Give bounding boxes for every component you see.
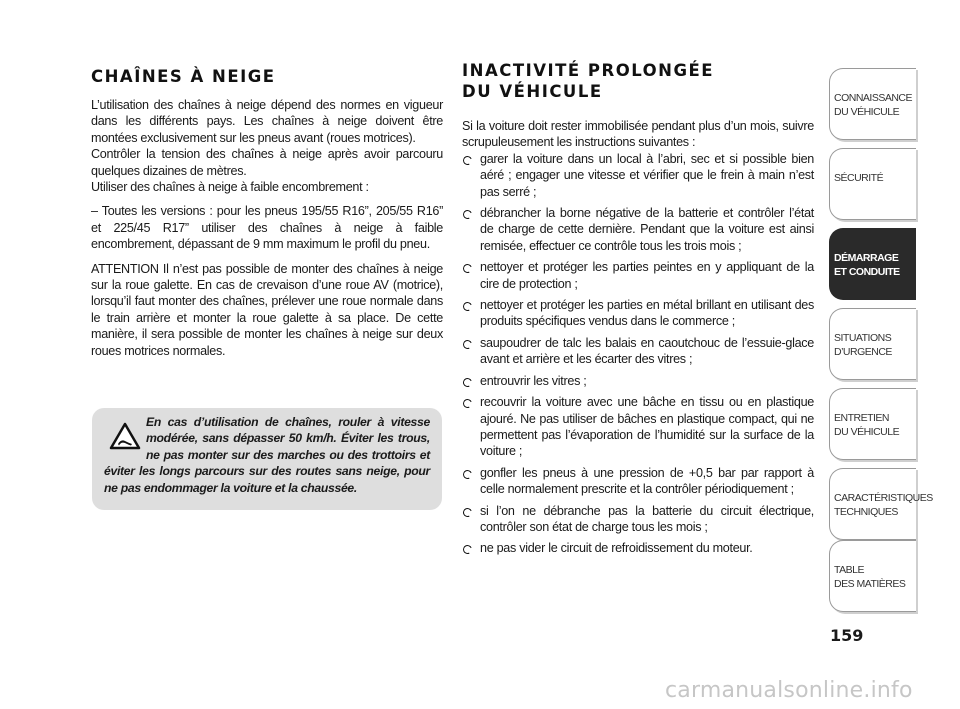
list-item — [462, 205, 814, 254]
paragraph-tyre-sizes: – Toutes les versions : pour les pneus 195/55 R16”, 205/55 R16” et 225/45 R17” utiliser des chaînes à neige à faible encombrement, dépassant de 9 mm maximum le profil du pneu. — [91, 204, 443, 252]
left-column — [91, 60, 443, 359]
tab-chapter-5[interactable] — [829, 388, 916, 460]
list-item — [462, 259, 814, 292]
paragraph-attention-spare-wheel: ATTENTION Il n’est pas possible de monter des chaînes à neige sur la roue galette. En cas de crevaison d’une roue AV (motrice), lorsqu’il faut monter des chaînes, prélever une roue normale dans le train arrière et monter la roue galette à sa place. De cette manière, il sera possible de monter les chaînes à neige sur deux roues motrices normales. — [91, 261, 443, 358]
tab-chapter-1[interactable] — [829, 68, 916, 140]
list-item — [462, 394, 814, 460]
list-item — [462, 151, 814, 200]
tab-label: TABLE DES MATIÈRES — [834, 564, 906, 590]
open-circle-bullet-icon — [462, 468, 474, 480]
storage-instructions-list — [462, 151, 814, 557]
watermark: carmanualsonline.info — [665, 678, 913, 703]
list-item — [462, 465, 814, 498]
list-item-text: entrouvrir les vitres ; — [480, 373, 587, 388]
paragraph-chains-low-profile: Utiliser des chaînes à neige à faible encombrement : — [91, 180, 369, 195]
list-item — [462, 335, 814, 368]
list-item — [462, 373, 814, 389]
list-item-text: saupoudrer de talc les balais en caoutchouc de l’essuie-glace avant et arrière et les écarter des vitres ; — [480, 335, 814, 367]
warning-box — [92, 408, 442, 510]
list-item — [462, 297, 814, 330]
open-circle-bullet-icon — [462, 398, 474, 410]
right-column — [462, 60, 814, 557]
page-number: 159 — [830, 626, 864, 645]
paragraph-chains-regulation: L’utilisation des chaînes à neige dépend des normes en vigueur dans les différents pays. Les chaînes à neige doivent être montées exclusivement sur les pneus avant (roues motrices). — [91, 98, 443, 145]
list-item-text: gonfler les pneus à une pression de +0,5 bar par rapport à celle normalement prescrite et la contrôler périodiquement ; — [480, 465, 814, 497]
list-item — [462, 503, 814, 536]
tab-chapter-2[interactable] — [829, 148, 916, 220]
tab-label: CARACTÉRISTIQUES TECHNIQUES — [834, 492, 933, 518]
list-item-text: débrancher la borne négative de la batterie et contrôler l’état de charge de cette dernière. Pendant que la voiture est ainsi remisée, effectuer ce contrôle tous les trois mois ; — [480, 206, 814, 253]
tab-label: SITUATIONS D’URGENCE — [834, 332, 892, 358]
warning-text-container — [104, 414, 430, 496]
open-circle-bullet-icon — [462, 339, 474, 351]
tab-chapter-7[interactable] — [829, 540, 916, 612]
list-item — [462, 540, 814, 556]
open-circle-bullet-icon — [462, 263, 474, 275]
list-item-text: ne pas vider le circuit de refroidissement du moteur. — [480, 541, 753, 556]
open-circle-bullet-icon — [462, 301, 474, 313]
open-circle-bullet-icon — [462, 506, 474, 518]
tab-label: SÉCURITÉ — [834, 172, 884, 184]
tab-chapter-3[interactable] — [829, 228, 916, 300]
open-circle-bullet-icon — [462, 544, 474, 556]
open-circle-bullet-icon — [462, 155, 474, 167]
paragraph-chains-tension: Contrôler la tension des chaînes à neige après avoir parcouru quelques dizaines de mètres. — [91, 147, 443, 178]
section-title-storage-line2: DU VÉHICULE — [462, 82, 603, 101]
open-circle-bullet-icon — [462, 209, 474, 221]
tab-label: DÉMARRAGE ET CONDUITE — [834, 252, 900, 278]
list-item-text: recouvrir la voiture avec une bâche en tissu ou en plastique ajouré. Ne pas utiliser de bâches en plastique compact, qui ne permettent pas l’évaporation de l’humidité sur la surface de la voiture ; — [480, 395, 814, 459]
section-title-storage-line1: INACTIVITÉ PROLONGÉE — [462, 61, 715, 80]
open-circle-bullet-icon — [462, 376, 474, 388]
paragraph-storage-intro: Si la voiture doit rester immobilisée pendant plus d’un mois, suivre scrupuleusement les instructions suivantes : — [462, 119, 814, 150]
list-item-text: garer la voiture dans un local à l’abri, sec et si possible bien aéré ; engager une vitesse et vérifier que le frein à main n’est pas serré ; — [480, 151, 814, 199]
list-item-text: nettoyer et protéger les parties peintes en y appliquant de la cire de protection ; — [480, 260, 814, 291]
warning-text: En cas d’utilisation de chaînes, rouler à vitesse modérée, sans dépasser 50 km/h. Éviter les trous, ne pas monter sur des marches ou des trottoirs et éviter les longs parcours sur des routes sans neige, pour ne pas endommager la voiture et la chaussée. — [104, 415, 430, 495]
section-title-snow-chains: CHAÎNES À NEIGE — [91, 67, 276, 86]
list-item-text: nettoyer et protéger les parties en métal brillant en utilisant des produits spécifiques vendus dans le commerce ; — [480, 298, 814, 329]
list-item-text: si l’on ne débranche pas la batterie du circuit électrique, contrôler son état de charge tous les mois ; — [480, 503, 814, 534]
tab-chapter-4[interactable] — [829, 308, 916, 380]
tab-label: ENTRETIEN DU VÉHICULE — [834, 412, 900, 438]
tab-label: CONNAISSANCE DU VÉHICULE — [834, 92, 913, 118]
tab-chapter-6[interactable] — [829, 468, 933, 540]
